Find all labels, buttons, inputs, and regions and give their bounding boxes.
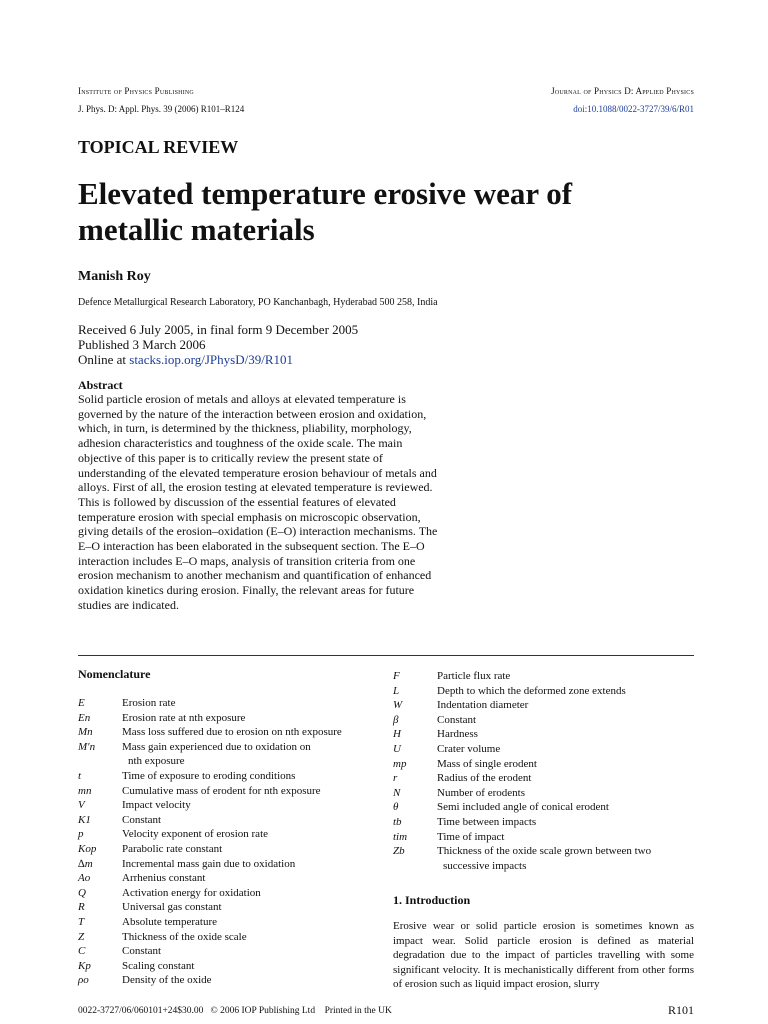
nomenclature-definition: Density of the oxide	[122, 974, 212, 987]
nomenclature-definition: Cumulative mass of erodent for nth exposure	[122, 784, 321, 797]
nomenclature-symbol: t	[78, 769, 82, 782]
nomenclature-right-list	[393, 669, 693, 873]
nomenclature-symbol: V	[78, 799, 85, 812]
nomenclature-symbol: N	[393, 786, 401, 799]
affiliation: Defence Metallurgical Research Laboratory, PO Kanchanbagh, Hyderabad 500 258, India	[78, 297, 438, 308]
abstract-line: E–O interaction has been elaborated in the subsequent section. The E–O	[78, 539, 425, 554]
nomenclature-row	[78, 813, 383, 828]
nomenclature-left-list	[78, 696, 383, 988]
publisher-name: Institute of Physics Publishing	[78, 86, 194, 96]
nomenclature-definition: Absolute temperature	[122, 915, 217, 928]
nomenclature-symbol: θ	[393, 801, 399, 814]
introduction-heading: 1. Introduction	[393, 893, 471, 907]
nomenclature-row	[393, 771, 693, 786]
nomenclature-definition: Activation energy for oxidation	[122, 886, 261, 899]
nomenclature-definition: Thickness of the oxide scale	[122, 930, 247, 943]
nomenclature-symbol: C	[78, 945, 86, 958]
nomenclature-row	[78, 886, 383, 901]
abstract-line: erosion mechanism to another mechanism and quantification of enhanced	[78, 568, 432, 583]
nomenclature-row	[393, 844, 693, 859]
nomenclature-row	[78, 827, 383, 842]
nomenclature-symbol: L	[393, 684, 400, 697]
abstract-line: studies are indicated.	[78, 597, 179, 612]
page-number: R101	[667, 1003, 694, 1017]
nomenclature-symbol: Z	[78, 930, 85, 943]
abstract-line: temperature erosion with special emphasis on microscopic observation,	[78, 509, 421, 524]
nomenclature-row	[78, 696, 383, 711]
nomenclature-definition: Incremental mass gain due to oxidation	[122, 857, 296, 870]
dates-block	[78, 322, 358, 367]
nomenclature-symbol: p	[78, 828, 84, 841]
article-title	[78, 176, 572, 248]
nomenclature-symbol: ∆m	[78, 857, 93, 870]
nomenclature-definition: Hardness	[437, 728, 478, 741]
nomenclature-row	[393, 742, 693, 757]
nomenclature-symbol	[78, 754, 122, 769]
nomenclature-definition: Constant	[122, 945, 162, 958]
article-type: TOPICAL REVIEW	[78, 137, 239, 157]
nomenclature-row	[393, 786, 693, 801]
abstract-line: governed by the nature of the interaction between erosion and oxidation,	[78, 406, 427, 421]
nomenclature-symbol: E	[78, 697, 85, 709]
nomenclature-definition: Universal gas constant	[122, 901, 222, 914]
nomenclature-definition: Number of erodents	[437, 786, 525, 799]
nomenclature-definition: successive impacts	[443, 859, 527, 872]
nomenclature-definition: Mass gain experienced due to oxidation on	[122, 740, 311, 753]
nomenclature-symbol: mp	[393, 757, 407, 770]
nomenclature-symbol: R	[78, 901, 85, 914]
nomenclature-definition: Depth to which the deformed zone extends	[437, 684, 626, 697]
nomenclature-row	[393, 815, 693, 830]
nomenclature-definition: Time between impacts	[437, 815, 537, 828]
nomenclature-definition: Thickness of the oxide scale grown between two	[437, 845, 652, 858]
introduction-text: Erosive wear or solid particle erosion is sometimes known as impact wear. Solid particle erosion is defined as material degradation due to the impact of particles travelling with some significant velocity. It is mechanistically different from other forms of erosion such as liquid impact erosion, slurry	[393, 920, 694, 991]
nomenclature-row	[393, 830, 693, 845]
nomenclature-symbol: tim	[393, 830, 408, 843]
section-divider	[78, 655, 694, 656]
abstract-line: interaction includes E–O maps, analysis of transition criteria from one	[78, 553, 416, 568]
nomenclature-definition: Erosion rate at nth exposure	[122, 711, 246, 724]
nomenclature-symbol	[393, 859, 437, 874]
nomenclature-definition: Particle flux rate	[437, 670, 511, 682]
nomenclature-row	[78, 973, 383, 988]
nomenclature-symbol: W	[393, 699, 403, 712]
nomenclature-symbol: Kp	[78, 959, 91, 972]
nomenclature-definition: Crater volume	[437, 742, 501, 755]
nomenclature-row	[78, 959, 383, 974]
nomenclature-symbol: U	[393, 742, 401, 755]
author-name: Manish Roy	[78, 269, 151, 284]
nomenclature-row	[78, 871, 383, 886]
abstract-line: Solid particle erosion of metals and alloys at elevated temperature is	[78, 392, 406, 406]
abstract-line: This is followed by discussion of the essential features of elevated	[78, 494, 396, 509]
nomenclature-row	[393, 859, 693, 874]
online-line	[78, 352, 358, 367]
nomenclature-definition: Semi included angle of conical erodent	[437, 801, 609, 814]
nomenclature-symbol: mn	[78, 784, 92, 797]
nomenclature-row	[78, 769, 383, 784]
nomenclature-definition: Constant	[437, 713, 477, 726]
abstract-line: understanding of the elevated temperature erosion behaviour of metals and	[78, 465, 437, 480]
received-date: Received 6 July 2005, in final form 9 December 2005	[78, 322, 359, 337]
nomenclature-definition: Velocity exponent of erosion rate	[122, 828, 269, 841]
nomenclature-symbol: β	[393, 713, 399, 726]
published-date: Published 3 March 2006	[78, 337, 206, 352]
nomenclature-symbol: M′n	[78, 740, 96, 753]
nomenclature-row	[393, 684, 693, 699]
nomenclature-definition: Parabolic rate constant	[122, 842, 223, 855]
title-line-2: metallic materials	[78, 212, 315, 247]
nomenclature-definition: Mass of single erodent	[437, 757, 537, 770]
nomenclature-symbol: Mn	[78, 726, 93, 739]
nomenclature-heading: Nomenclature	[78, 667, 151, 681]
online-prefix: Online at	[78, 352, 130, 367]
nomenclature-definition: Indentation diameter	[437, 699, 529, 712]
nomenclature-symbol: F	[393, 670, 400, 682]
nomenclature-row	[78, 944, 383, 959]
nomenclature-symbol: Kop	[78, 842, 97, 855]
nomenclature-row	[393, 669, 693, 684]
abstract-line: adhesion characteristics and toughness of the oxide scale. The main	[78, 436, 403, 451]
abstract-line: giving details of the erosion–oxidation (E–O) interaction mechanisms. The	[78, 524, 438, 539]
nomenclature-definition: Constant	[122, 813, 162, 826]
nomenclature-definition: Arrhenius constant	[122, 872, 206, 885]
title-line-1: Elevated temperature erosive wear of	[78, 176, 573, 211]
nomenclature-row	[78, 711, 383, 726]
online-link[interactable]: stacks.iop.org/JPhysD/39/R101	[129, 352, 293, 367]
nomenclature-row	[78, 900, 383, 915]
nomenclature-row	[393, 698, 693, 713]
nomenclature-row	[78, 915, 383, 930]
abstract-line: which, in turn, is determined by the thickness, pliability, morphology,	[78, 421, 412, 436]
nomenclature-row	[78, 754, 383, 769]
footer-copyright: 0022-3727/06/060101+24$30.00 © 2006 IOP Publishing Ltd Printed in the UK	[78, 1006, 392, 1016]
nomenclature-symbol: Zb	[393, 845, 405, 858]
nomenclature-symbol: H	[393, 728, 401, 741]
nomenclature-row	[393, 727, 693, 742]
nomenclature-symbol: Ao	[78, 872, 91, 885]
nomenclature-row	[78, 784, 383, 799]
abstract-body	[78, 392, 478, 613]
nomenclature-definition: Radius of the erodent	[437, 772, 532, 785]
nomenclature-definition: Time of exposure to eroding conditions	[122, 769, 296, 782]
nomenclature-symbol: T	[78, 915, 85, 928]
nomenclature-row	[393, 713, 693, 728]
nomenclature-symbol: r	[393, 772, 398, 785]
nomenclature-definition: Time of impact	[437, 830, 505, 843]
nomenclature-symbol: Q	[78, 886, 86, 899]
nomenclature-symbol: En	[78, 711, 91, 724]
nomenclature-symbol: K1	[78, 813, 91, 826]
nomenclature-row	[78, 857, 383, 872]
nomenclature-row	[393, 757, 693, 772]
nomenclature-row	[78, 798, 383, 813]
doi-link[interactable]: doi:10.1088/0022-3727/39/6/R01	[573, 104, 694, 114]
nomenclature-row	[393, 800, 693, 815]
journal-name: Journal of Physics D: Applied Physics	[551, 86, 694, 96]
nomenclature-definition: Impact velocity	[122, 799, 191, 812]
nomenclature-row	[78, 930, 383, 945]
abstract-line: oxidation kinetics during erosion. Finally, the relevant areas for future	[78, 583, 415, 598]
abstract-line: objective of this paper is to critically review the present state of	[78, 450, 383, 465]
nomenclature-symbol: tb	[393, 815, 402, 828]
citation: J. Phys. D: Appl. Phys. 39 (2006) R101–R124	[78, 104, 245, 114]
nomenclature-definition: Mass loss suffered due to erosion on nth exposure	[122, 726, 342, 739]
nomenclature-definition: nth exposure	[128, 755, 185, 768]
abstract-line: alloys. First of all, the erosion testing at elevated temperature is reviewed.	[78, 480, 433, 495]
nomenclature-row	[78, 725, 383, 740]
nomenclature-definition: Erosion rate	[122, 697, 176, 709]
nomenclature-row	[78, 842, 383, 857]
nomenclature-symbol: ρo	[78, 974, 89, 987]
nomenclature-row	[78, 740, 383, 755]
abstract-heading: Abstract	[78, 378, 123, 392]
nomenclature-definition: Scaling constant	[122, 959, 195, 972]
